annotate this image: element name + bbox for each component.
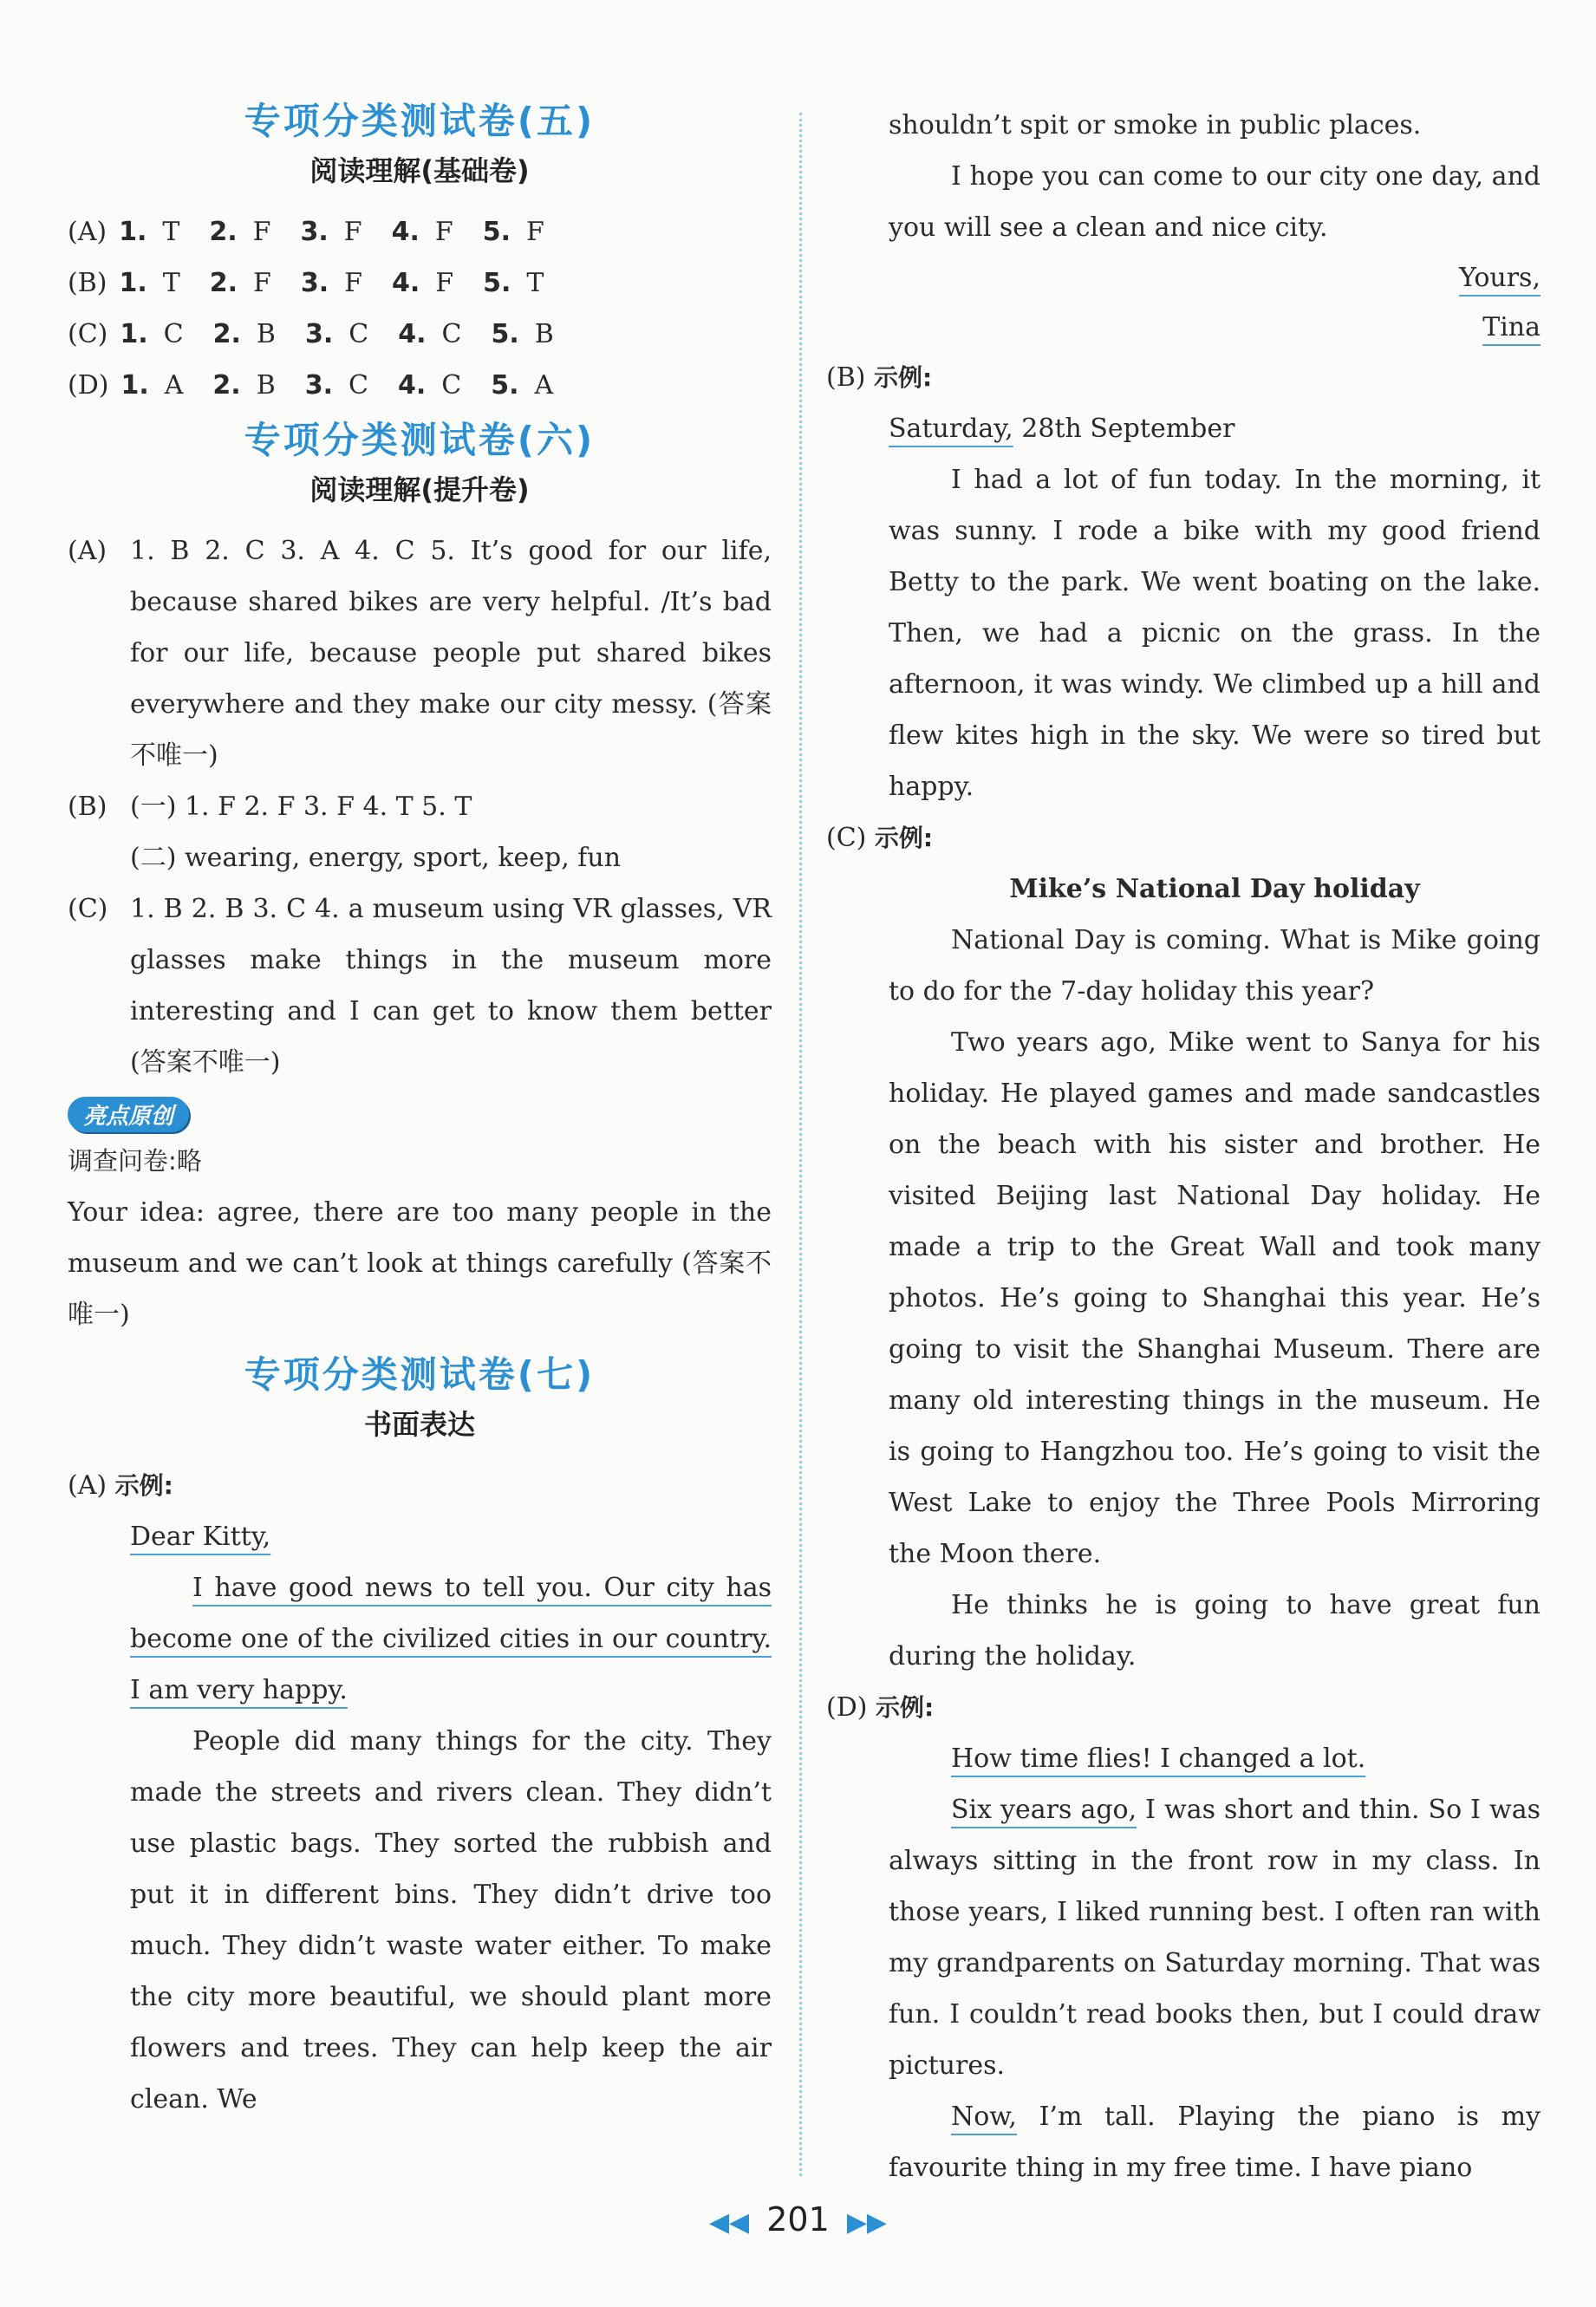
answer-value: C: [163, 319, 184, 349]
answer-item: [300, 206, 362, 257]
answer-value: C: [441, 319, 462, 349]
section-6-answer-c: [68, 883, 772, 1088]
section-5-subtitle: 阅读理解(基础卷): [309, 154, 530, 187]
example-label: 示例:: [874, 363, 933, 392]
answer-label: (A): [68, 536, 107, 566]
section-6-subtitle: 阅读理解(提升卷): [309, 473, 530, 506]
column-divider: [799, 113, 802, 2176]
highlight-original-badge: 亮点原创: [68, 1097, 189, 1132]
answer-item: [392, 206, 453, 257]
answer-item: [210, 257, 271, 309]
answer-item: [491, 360, 553, 411]
your-idea: Your idea: agree, there are too many people in the museum and we can’t look at things carefully (答案不唯一): [68, 1197, 772, 1330]
question-number: 4.: [398, 319, 427, 349]
answer-value: F: [434, 217, 453, 247]
answer-item: [305, 360, 368, 411]
essay-paragraph: He thinks he is going to have great fun during the holiday.: [889, 1590, 1541, 1672]
survey-line: 调查问卷:略: [68, 1146, 202, 1176]
question-number: 5.: [482, 217, 511, 247]
question-number: 4.: [391, 268, 420, 298]
answer-text: (一) 1. F 2. F 3. F 4. T 5. T: [130, 792, 472, 822]
answer-value: B: [256, 319, 276, 349]
answer-item: [483, 257, 544, 309]
answer-label: (C): [826, 823, 867, 853]
letter-hope: I hope you can come to our city one day, and you will see a clean and nice city.: [889, 161, 1541, 243]
answer-text: (二) wearing, energy, sport, keep, fun: [130, 843, 622, 873]
section-5-title: 专项分类测试卷(五): [244, 100, 596, 142]
answer-value: B: [256, 370, 276, 401]
section-6-title: 专项分类测试卷(六): [244, 419, 596, 461]
answer-value: T: [526, 268, 544, 298]
letter-people: People did many things for the city. They made the streets and rivers clean. They didn’t use plastic bags. They sorted the rubbish and put it in different bins. They didn’t drive too much. They didn’t waste water either. To make the city more beautiful, we should plant more flowers and trees. They can help keep the air clean. We: [130, 1726, 772, 2115]
diary-date: Saturday, 28th September: [889, 414, 1235, 444]
answer-item: [119, 257, 179, 309]
answer-row: [68, 206, 772, 257]
answer-item: [392, 257, 453, 309]
question-number: 4.: [398, 370, 427, 401]
answer-row: [68, 257, 772, 309]
question-number: 3.: [304, 319, 334, 349]
answer-label: (A): [68, 1470, 107, 1501]
question-number: 3.: [300, 217, 329, 247]
answer-label: (B): [68, 268, 107, 298]
answer-item: [213, 309, 276, 360]
question-number: 1.: [121, 370, 149, 401]
essay-d-paragraph: Six years ago, I was short and thin. So I was always sitting in the front row in my class. In those years, I liked running best. I often ran with my grandparents on Saturday morning. That was fun. I couldn’t read books then, but I could draw pictures.: [889, 1795, 1541, 2081]
answer-label: (B): [68, 792, 107, 822]
answer-item: [398, 309, 461, 360]
question-number: 3.: [304, 370, 334, 401]
prev-arrows-icon: ◀◀: [708, 2207, 750, 2238]
section-7-title: 专项分类测试卷(七): [244, 1353, 596, 1396]
answer-value: T: [162, 268, 180, 298]
right-column: [826, 100, 1541, 2193]
essay-title: Mike’s National Day holiday: [1009, 874, 1420, 904]
answer-item: [301, 257, 362, 309]
letter-closing: Yours,: [1459, 263, 1541, 293]
answer-value: F: [435, 268, 454, 298]
question-number: 2.: [212, 319, 241, 349]
answer-value: F: [344, 268, 362, 298]
answer-item: [305, 309, 368, 360]
essay-d-paragraph: Now, I’m tall. Playing the piano is my favourite thing in my free time. I have piano: [889, 2102, 1541, 2183]
answer-b-header: [826, 352, 1541, 403]
question-number: 2.: [209, 268, 238, 298]
diary-text: I had a lot of fun today. In the morning, it was sunny. I rode a bike with my good friend Betty to the park. We went boating on the lake. Then, we had a picnic on the grass. In the afternoon, it was windy. We climbed up a hill and flew kites high in the sky. We were so tired but happy.: [889, 465, 1541, 802]
question-number: 3.: [300, 268, 329, 298]
answer-item: [212, 360, 275, 411]
question-number: 1.: [119, 217, 147, 247]
answer-item: [483, 206, 544, 257]
answer-value: F: [252, 217, 271, 247]
answer-item: [209, 206, 270, 257]
answer-value: C: [441, 370, 462, 401]
answer-row: [68, 360, 772, 411]
next-arrows-icon: ▶▶: [846, 2207, 888, 2238]
question-number: 4.: [391, 217, 420, 247]
answer-value: T: [162, 217, 180, 247]
essay-d-title: How time flies! I changed a lot.: [951, 1743, 1366, 1774]
answer-d-header: [826, 1682, 1541, 1733]
answer-value: A: [164, 370, 184, 401]
answer-label: (D): [68, 370, 109, 401]
letter-body: [68, 1511, 772, 2125]
question-number: 5.: [483, 268, 511, 298]
answer-label: (D): [826, 1692, 868, 1723]
letter-greeting: Dear Kitty,: [130, 1522, 271, 1552]
letter-signature: Tina: [1482, 312, 1541, 342]
example-label: 示例:: [876, 1693, 935, 1722]
page-footer: [0, 2200, 1596, 2239]
answer-value: F: [525, 217, 544, 247]
answer-text: 1. B 2. B 3. C 4. a museum using VR glasses, VR glasses make things in the museum more interesting and I can get to know them better (答案不唯一): [130, 894, 772, 1078]
question-number: 1.: [120, 319, 148, 349]
letter-continuation: shouldn’t spit or smoke in public places.: [889, 110, 1422, 140]
answer-label: (B): [826, 362, 866, 393]
question-number: 2.: [212, 370, 241, 401]
letter-news: I have good news to tell you. Our city has become one of the civilized cities in our country. I am very happy.: [130, 1573, 772, 1705]
section-6-answer-b: [68, 781, 772, 883]
page-number: 201: [766, 2200, 830, 2239]
essay-paragraph: National Day is coming. What is Mike going to do for the 7-day holiday this year?: [889, 925, 1541, 1007]
section-6-answer-a: [68, 525, 772, 781]
answer-item: [398, 360, 461, 411]
section-7-answer-a-header: [68, 1460, 772, 1511]
question-number: 2.: [209, 217, 238, 247]
answer-label: (A): [68, 217, 107, 247]
answer-value: F: [343, 217, 362, 247]
question-number: 1.: [119, 268, 147, 298]
answer-c-header: [826, 812, 1541, 863]
answer-value: B: [534, 319, 554, 349]
question-number: 5.: [491, 370, 519, 401]
answer-value: A: [534, 370, 554, 401]
answer-value: F: [253, 268, 271, 298]
example-label: 示例:: [874, 824, 934, 852]
section-7-subtitle: 书面表达: [363, 1408, 475, 1441]
answer-label: (C): [68, 894, 108, 924]
example-label: 示例:: [114, 1471, 173, 1500]
answer-label: (C): [68, 319, 108, 349]
left-column: [68, 95, 772, 2125]
answer-row: [68, 309, 772, 360]
essay-paragraph: Two years ago, Mike went to Sanya for his holiday. He played games and made sandcastles on the beach with his sister and brother. He visited Beijing last National Day holiday. He made a trip to the Great Wall and took many photos. He’s going to Shanghai this year. He’s going to visit the Shanghai Museum. There are many old interesting things in the museum. He is going to Hangzhou too. He’s going to visit the West Lake to enjoy the Three Pools Mirroring the Moon there.: [889, 1027, 1541, 1569]
answer-item: [119, 206, 179, 257]
answer-item: [120, 309, 183, 360]
answer-item: [121, 360, 183, 411]
answer-value: C: [349, 370, 368, 401]
answer-value: C: [349, 319, 369, 349]
question-number: 5.: [491, 319, 519, 349]
answer-item: [491, 309, 553, 360]
answer-text: 1. B 2. C 3. A 4. C 5. It’s good for our life, because shared bikes are very helpful. /It’s bad for our life, because people put shared bikes everywhere and they make our city messy. (答案不唯一): [130, 536, 772, 771]
section-5-answers: [68, 206, 772, 411]
